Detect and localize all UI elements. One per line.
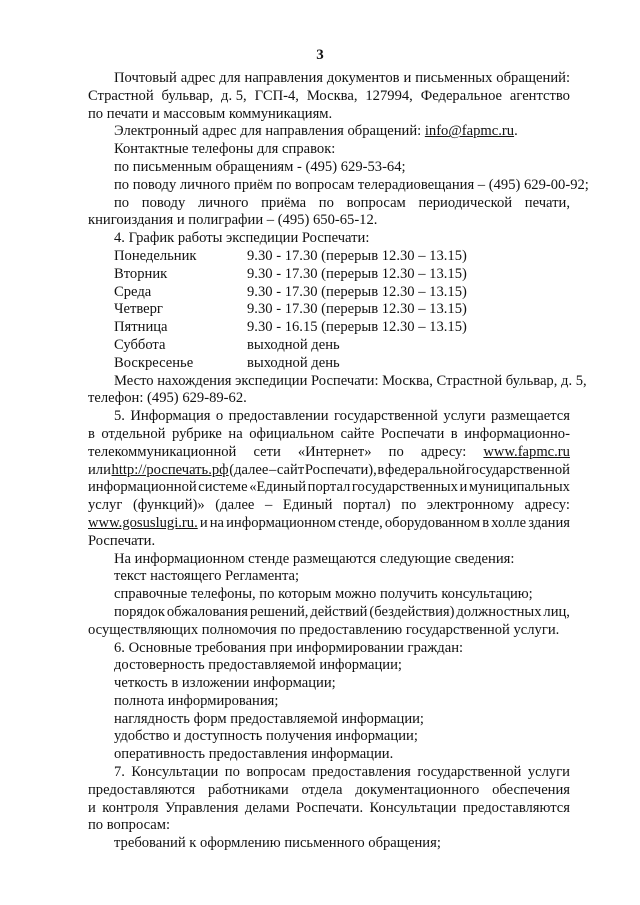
word: Москва,: [306, 87, 358, 104]
word: Роспечати),: [304, 461, 377, 478]
word: обращений:: [496, 70, 570, 86]
line-text: Контактные телефоны для справок:: [114, 141, 336, 158]
line-text: по вопросам:: [88, 817, 171, 834]
word: личного: [197, 194, 249, 211]
word: –: [268, 461, 277, 478]
line-text: требований к оформлению письменного обращения;: [114, 835, 441, 852]
text-line: [88, 390, 570, 408]
word: приёма: [261, 194, 307, 211]
word: по: [401, 497, 417, 514]
word: стенде,: [338, 514, 383, 531]
text-line: [88, 462, 570, 480]
word: контроля: [102, 799, 159, 816]
schedule-day: Пятница: [114, 319, 168, 336]
text-line: [88, 817, 570, 835]
text-line: [88, 746, 570, 764]
word: телекоммуникационной: [88, 443, 237, 460]
text-line: [88, 622, 570, 640]
schedule-row: [88, 319, 570, 337]
text-line: [88, 88, 570, 106]
word: и: [199, 514, 208, 531]
word: оборудованном: [384, 514, 481, 531]
text-line: [88, 123, 570, 141]
word: сети: [253, 443, 281, 460]
word: для: [219, 70, 241, 86]
word: адресу:: [524, 497, 570, 514]
email-link[interactable]: info@fapmc.ru: [424, 123, 515, 140]
word: по: [224, 764, 240, 781]
word: услуги: [443, 408, 486, 425]
word: «Единый: [249, 479, 307, 496]
word: по: [318, 194, 334, 211]
line-text: наглядность форм предоставляемой информации;: [114, 710, 424, 727]
word: официальном: [249, 425, 335, 442]
word: 127994,: [365, 87, 413, 104]
word: или: [88, 461, 111, 478]
line-text: текст настоящего Регламента;: [114, 568, 300, 585]
word: электронному: [426, 497, 514, 514]
word: Почтовый: [114, 70, 177, 86]
text-line: [88, 764, 570, 782]
line-text: Место нахождения экспедиции Роспечати: Москва, Страстной бульвар, д. 5,: [114, 372, 587, 389]
word: сайте: [340, 425, 375, 442]
line-text: Роспечати.: [88, 532, 156, 549]
text-line: [88, 106, 570, 124]
line-text: по печати и массовым коммуникациям.: [88, 105, 333, 122]
schedule-hours: 9.30 - 17.30 (перерыв 12.30 – 13.15): [247, 283, 467, 300]
schedule-day: Воскресенье: [114, 354, 194, 371]
line-text: телефон: (495) 629-89-62.: [88, 390, 247, 407]
line-text: полнота информирования;: [114, 692, 279, 709]
text-line: [88, 657, 570, 675]
word: (далее: [215, 497, 255, 514]
schedule-hours: 9.30 - 17.30 (перерыв 12.30 – 13.15): [247, 301, 467, 318]
word: в: [88, 425, 95, 442]
schedule-hours: 9.30 - 17.30 (перерыв 12.30 – 13.15): [247, 247, 467, 264]
schedule-day: Вторник: [114, 265, 168, 282]
word: д. 5,: [221, 87, 247, 104]
word: (функций)»: [132, 497, 205, 514]
word: «Интернет»: [297, 443, 372, 460]
line-text: осуществляющих полномочия по предоставлению государственной услуги.: [88, 621, 560, 638]
text-line: [88, 212, 570, 230]
text-line: [88, 70, 570, 88]
word: Роспечати.: [296, 799, 364, 816]
web-link[interactable]: http://роспечать.рф: [111, 461, 229, 478]
word: ГСП-4,: [254, 87, 299, 104]
word: государственных: [351, 479, 458, 496]
schedule-day: Понедельник: [114, 247, 197, 264]
schedule-row: [88, 284, 570, 302]
word: документов: [326, 70, 400, 86]
word: государственной: [333, 408, 438, 425]
word: поводу: [141, 194, 186, 211]
schedule-hours: выходной день: [247, 354, 340, 371]
text-line: [88, 782, 570, 800]
text-line: [88, 568, 570, 586]
word: 7.: [114, 764, 125, 781]
text-line: [88, 444, 570, 462]
word: предоставлении: [228, 408, 329, 425]
word: Роспечати: [380, 425, 445, 442]
web-link[interactable]: www.gosuslugi.ru.: [88, 514, 198, 531]
word: услуг: [88, 497, 123, 514]
text-line: [88, 497, 570, 515]
line-text: удобство и доступность получения информации;: [114, 728, 418, 745]
text-line: [88, 551, 570, 569]
word: Консультации: [131, 764, 219, 781]
word: должностных: [456, 603, 542, 620]
text-line: [88, 176, 589, 195]
text-line: [88, 141, 570, 159]
word: делами: [244, 799, 290, 816]
text-line: [88, 728, 570, 746]
word: периодической: [418, 194, 513, 211]
word: холле: [491, 514, 527, 531]
schedule-hours: 9.30 - 17.30 (перерыв 12.30 – 13.15): [247, 265, 467, 282]
text-line: [88, 675, 570, 693]
text-line: [88, 195, 570, 213]
word: по: [114, 194, 130, 211]
line-text: На информационном стенде размещаются следующие сведения:: [114, 550, 515, 567]
word: системе: [198, 479, 248, 496]
word: здания: [528, 514, 570, 531]
word: Единый: [282, 497, 333, 514]
line-text: справочные телефоны, по которым можно получить консультацию;: [114, 586, 533, 603]
page-number: 3: [316, 47, 324, 63]
line-text: достоверность предоставляемой информации;: [114, 657, 402, 674]
word: отдельной: [101, 425, 166, 442]
word: Управления: [165, 799, 239, 816]
schedule-row: [88, 337, 570, 355]
word: 5.: [114, 408, 125, 425]
word: –: [265, 497, 273, 514]
web-link[interactable]: www.fapmc.ru: [483, 443, 570, 460]
schedule-row: [88, 248, 570, 266]
word: рубрике: [171, 425, 222, 442]
word: государственной: [465, 461, 570, 478]
schedule-hours: 9.30 - 16.15 (перерыв 12.30 – 13.15): [247, 319, 467, 336]
word: предоставляются: [462, 799, 570, 816]
document-body: [88, 70, 589, 853]
text-line: [88, 586, 570, 604]
word: и: [459, 479, 468, 496]
schedule-day: Суббота: [114, 336, 166, 353]
word: (бездействия): [369, 603, 455, 620]
schedule-day: Четверг: [114, 301, 163, 318]
punctuation: .: [514, 123, 518, 140]
word: (далее: [229, 461, 269, 478]
word: адрес: [180, 70, 216, 86]
word: лиц,: [543, 603, 570, 620]
word: адресу:: [420, 443, 467, 460]
word: портал): [343, 497, 391, 514]
word: федеральной: [384, 461, 466, 478]
word: документационного: [355, 781, 480, 798]
line-text: 6. Основные требования при информировании граждан:: [114, 639, 464, 656]
text-line: [88, 800, 570, 818]
word: порядок: [114, 603, 165, 620]
word: в: [482, 514, 490, 531]
text-line: [88, 372, 587, 391]
word: направления: [244, 70, 323, 86]
text-line: [88, 533, 570, 551]
word: вопросам: [246, 764, 306, 781]
text-line: [88, 230, 570, 248]
word: на: [209, 514, 225, 531]
schedule-row: [88, 301, 570, 319]
word: государственной: [417, 764, 522, 781]
line-text: оперативность предоставления информации.: [114, 746, 394, 763]
word: отдела: [301, 781, 343, 798]
line-text: 4. График работы экспедиции Роспечати:: [114, 230, 370, 247]
word: обжалования: [166, 603, 248, 620]
schedule-row: [88, 266, 570, 284]
word: действий: [310, 603, 368, 620]
word: в: [377, 461, 385, 478]
word: Консультации: [369, 799, 457, 816]
text-line: [88, 693, 570, 711]
word: муниципальных: [468, 479, 570, 496]
word: вопросам: [346, 194, 406, 211]
word: предоставления: [312, 764, 411, 781]
word: письменных: [415, 70, 493, 86]
text-line: [88, 640, 570, 658]
word: Информация: [130, 408, 211, 425]
word: на: [228, 425, 243, 442]
word: Федеральное: [420, 87, 503, 104]
text-line: [88, 479, 570, 497]
word: Страстной: [88, 87, 154, 104]
line-text: четкость в изложении информации;: [114, 675, 336, 692]
text-line: [88, 515, 570, 533]
word: размещается: [490, 408, 570, 425]
word: информационном: [226, 514, 336, 531]
word: услуги: [527, 764, 570, 781]
line-text: книгоиздания и полиграфии – (495) 650-65-12.: [88, 212, 378, 229]
word: портал: [307, 479, 351, 496]
word: информационно-: [464, 425, 570, 442]
word: сайт: [276, 461, 305, 478]
word: и: [403, 70, 412, 86]
word: печати,: [524, 194, 570, 211]
word: по: [388, 443, 404, 460]
line-text: по письменным обращениям - (495) 629-53-64;: [114, 158, 406, 175]
line-text: по поводу личного приём по вопросам телерадиовещания – (495) 629-00-92;: [114, 176, 589, 193]
text-line: [88, 426, 570, 444]
word: в: [450, 425, 458, 442]
schedule-hours: выходной день: [247, 336, 340, 353]
line-text: Электронный адрес для направления обращений:: [114, 123, 425, 140]
word: о: [215, 408, 224, 425]
word: решений,: [249, 603, 309, 620]
text-line: [88, 159, 570, 177]
text-line: [88, 604, 570, 622]
word: бульвар,: [161, 87, 214, 104]
text-line: [88, 711, 570, 729]
word: обеспечения: [492, 781, 570, 798]
word: агентство: [509, 87, 570, 104]
text-line: [88, 835, 570, 853]
word: информационной: [88, 479, 197, 496]
text-line: [88, 408, 570, 426]
word: предоставляются: [88, 781, 196, 798]
word: работниками: [207, 781, 289, 798]
schedule-row: [88, 355, 570, 373]
schedule-day: Среда: [114, 283, 152, 300]
word: и: [88, 799, 96, 816]
